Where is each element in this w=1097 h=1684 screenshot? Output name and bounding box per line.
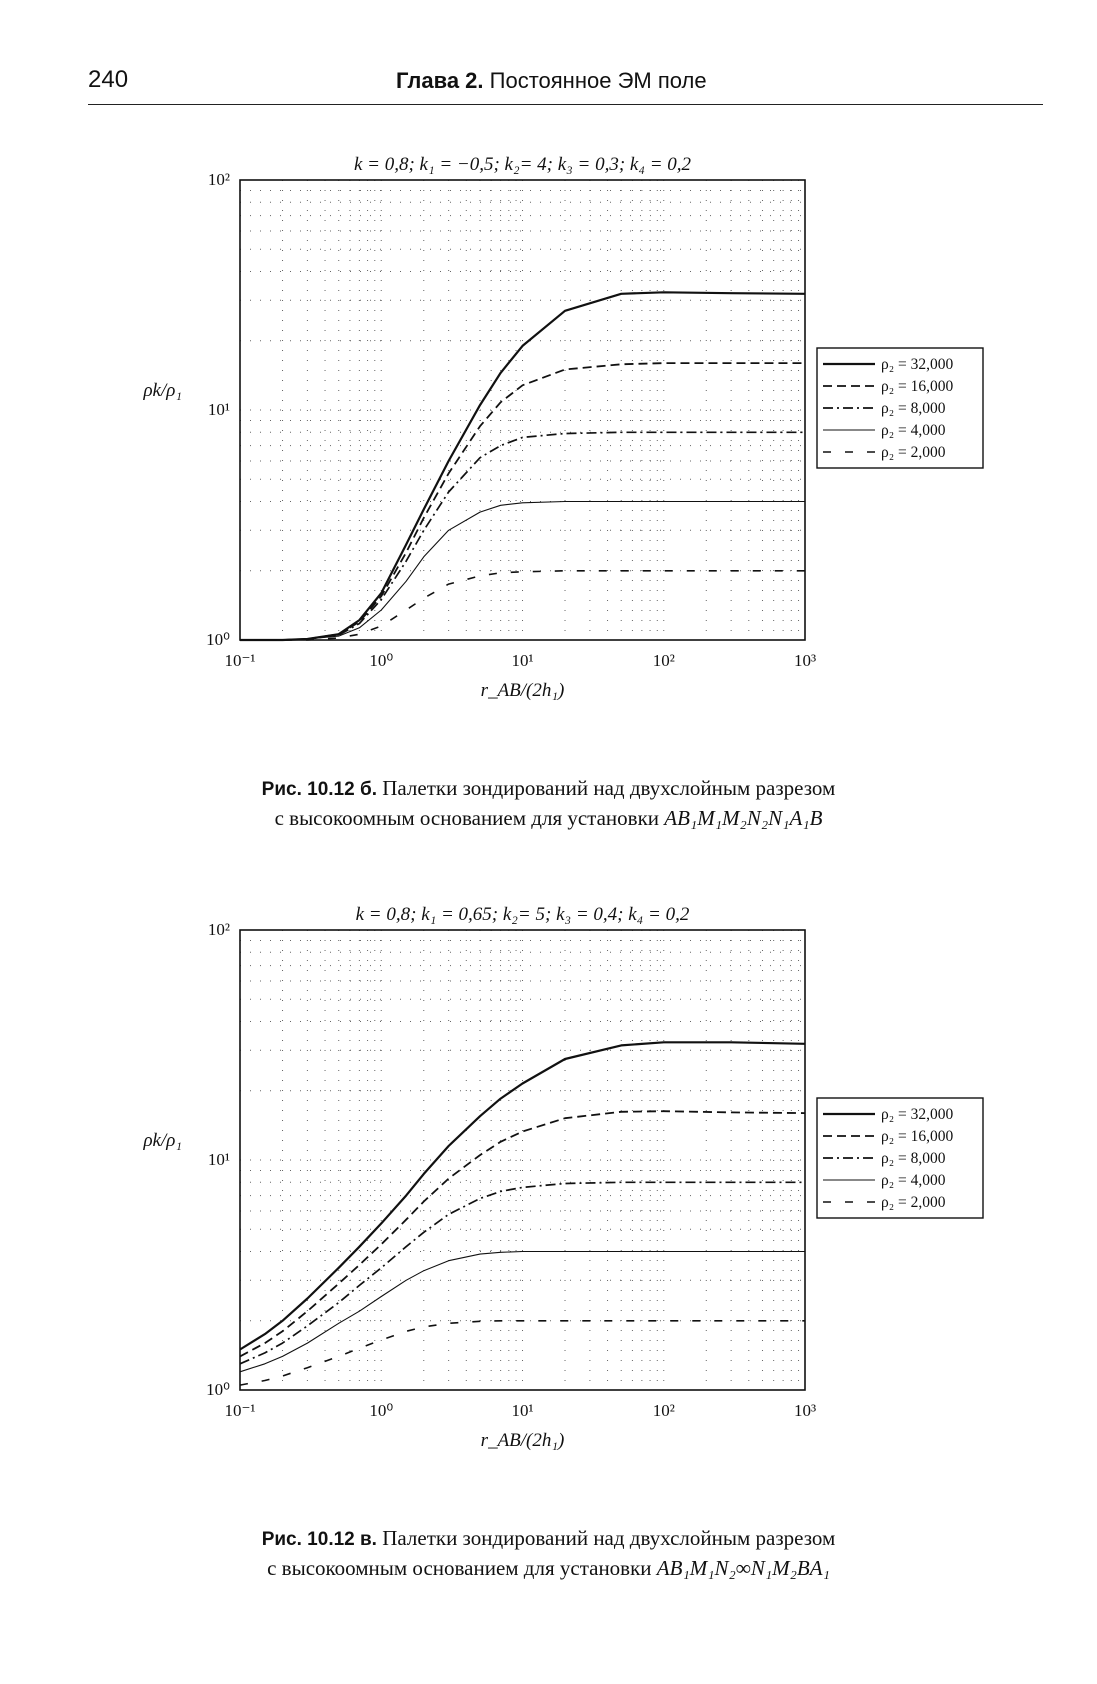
x-axis-label: r_AB/(2h₁) bbox=[480, 1430, 565, 1451]
x-tick-label: 10¹ bbox=[511, 1401, 534, 1420]
x-tick-label: 10⁰ bbox=[369, 651, 394, 670]
figure-10-12v-chart bbox=[0, 900, 1097, 1460]
x-tick-label: 10⁻¹ bbox=[224, 651, 256, 670]
caption-line-2 bbox=[0, 804, 1097, 832]
legend-entry: ρ₂ = 4,000 bbox=[881, 422, 946, 439]
chart-title: k = 0,8; k₁ = 0,65; k₂= 5; k₃ = 0,4; k₄ = 0,2 bbox=[355, 904, 690, 925]
x-tick-label: 10⁰ bbox=[369, 1401, 394, 1420]
chart-title: k = 0,8; k₁ = −0,5; k₂= 4; k₃ = 0,3; k₄ = 0,2 bbox=[353, 154, 692, 175]
x-tick-label: 10⁻¹ bbox=[224, 1401, 256, 1420]
caption-label: Рис. 10.12 в. bbox=[261, 1529, 377, 1550]
legend-entry: ρ₂ = 16,000 bbox=[881, 378, 954, 395]
caption-line-1 bbox=[0, 1524, 1097, 1554]
y-axis-label: ρk/ρ₁ bbox=[143, 380, 182, 402]
y-tick-label: 10¹ bbox=[207, 400, 230, 419]
caption-line-1 bbox=[0, 774, 1097, 804]
running-head bbox=[88, 62, 1043, 105]
chapter-name: Постоянное ЭМ поле bbox=[489, 68, 707, 93]
y-tick-label: 10⁰ bbox=[206, 630, 230, 649]
caption-text-2: с высокоомным основанием для установки bbox=[267, 1556, 652, 1580]
series-line bbox=[240, 432, 805, 640]
y-tick-label: 10² bbox=[207, 170, 230, 189]
series-line bbox=[240, 1111, 805, 1356]
figure-10-12v-caption bbox=[0, 1524, 1097, 1582]
x-tick-label: 10¹ bbox=[511, 651, 534, 670]
y-tick-label: 10¹ bbox=[207, 1150, 230, 1169]
legend-entry: ρ₂ = 8,000 bbox=[881, 1150, 946, 1167]
x-tick-label: 10³ bbox=[793, 651, 817, 670]
legend-entry: ρ₂ = 2,000 bbox=[881, 1194, 946, 1211]
legend-entry: ρ₂ = 32,000 bbox=[881, 1106, 954, 1123]
series-line bbox=[240, 1182, 805, 1364]
x-tick-label: 10³ bbox=[793, 1401, 817, 1420]
x-axis-label: r_AB/(2h₁) bbox=[480, 680, 565, 701]
series-line bbox=[240, 292, 805, 640]
legend-entry: ρ₂ = 4,000 bbox=[881, 1172, 946, 1189]
caption-formula: AB₁M₁N₂∞N₁M₂BA₁ bbox=[656, 1556, 830, 1580]
y-axis-label: ρk/ρ₁ bbox=[143, 1130, 182, 1152]
caption-text-1: Палетки зондирований над двухслойным разрезом bbox=[382, 776, 836, 800]
caption-label: Рис. 10.12 б. bbox=[261, 779, 377, 800]
chapter-label: Глава 2. bbox=[396, 68, 484, 93]
series-line bbox=[240, 1252, 805, 1372]
legend-entry: ρ₂ = 2,000 bbox=[881, 444, 946, 461]
x-tick-label: 10² bbox=[652, 651, 675, 670]
x-tick-label: 10² bbox=[652, 1401, 675, 1420]
caption-formula: AB₁M₁M₂N₂N₁A₁B bbox=[664, 806, 823, 830]
legend-entry: ρ₂ = 32,000 bbox=[881, 356, 954, 373]
figure-10-12b-chart bbox=[0, 150, 1097, 710]
series-line bbox=[240, 571, 805, 640]
legend-entry: ρ₂ = 8,000 bbox=[881, 400, 946, 417]
chapter-title bbox=[396, 68, 707, 94]
caption-text-1: Палетки зондирований над двухслойным разрезом bbox=[382, 1526, 836, 1550]
caption-line-2 bbox=[0, 1554, 1097, 1582]
figure-10-12b-caption bbox=[0, 774, 1097, 832]
page-number: 240 bbox=[88, 66, 129, 93]
y-tick-label: 10⁰ bbox=[206, 1380, 230, 1399]
caption-text-2: с высокоомным основанием для установки bbox=[274, 806, 660, 830]
y-tick-label: 10² bbox=[207, 920, 230, 939]
legend-entry: ρ₂ = 16,000 bbox=[881, 1128, 954, 1145]
